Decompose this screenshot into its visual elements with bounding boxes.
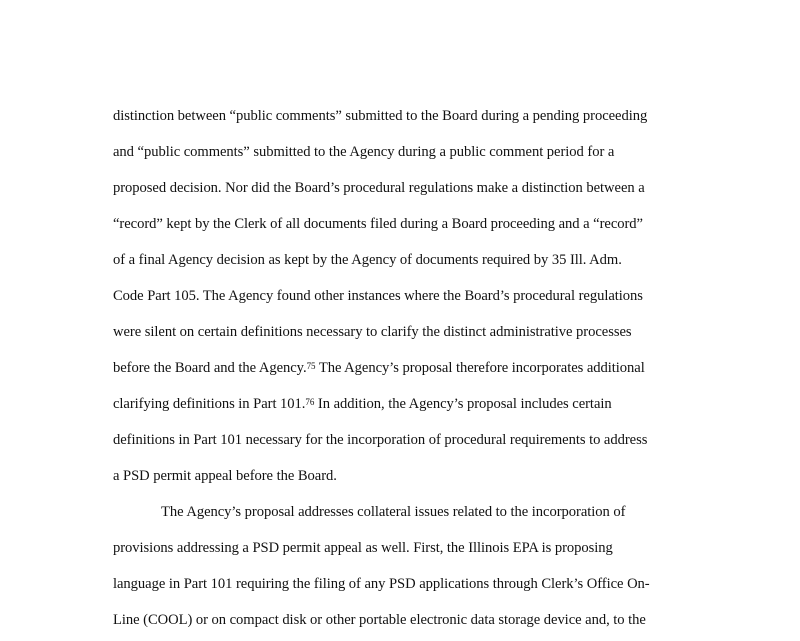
- text-line: [113, 569, 713, 605]
- line-text: before the Board and the Agency.: [113, 360, 307, 376]
- line-text: of a final Agency decision as kept by the Agency of documents required by 35 Ill. Adm.: [113, 252, 622, 268]
- line-text: definitions in Part 101 necessary for the incorporation of procedural requirements to address: [113, 432, 648, 448]
- text-line: [113, 173, 713, 209]
- line-text: proposed decision. Nor did the Board’s procedural regulations make a distinction between a: [113, 180, 645, 196]
- line-text: distinction between “public comments” submitted to the Board during a pending proceeding: [113, 108, 648, 124]
- text-line: [113, 533, 713, 569]
- text-line: [113, 245, 713, 281]
- line-text: language in Part 101 requiring the filing of any PSD applications through Clerk’s Office On-: [113, 576, 650, 592]
- text-line: [113, 389, 713, 425]
- text-line: [113, 281, 713, 317]
- line-text: Code Part 105. The Agency found other instances where the Board’s procedural regulations: [113, 288, 643, 304]
- line-text: clarifying definitions in Part 101.: [113, 396, 306, 412]
- line-text: a PSD permit appeal before the Board.: [113, 468, 337, 484]
- footnote-marker: 76: [305, 397, 315, 407]
- text-line: [113, 353, 713, 389]
- text-line: [113, 101, 713, 137]
- line-text: “record” kept by the Clerk of all documents filed during a Board proceeding and a “record”: [113, 216, 643, 232]
- line-text: The Agency’s proposal addresses collateral issues related to the incorporation of: [161, 504, 626, 520]
- text-line: [113, 605, 713, 641]
- footnote-marker: 75: [306, 361, 316, 371]
- text-line: [113, 137, 713, 173]
- text-line: [113, 209, 713, 245]
- line-text-continued: The Agency’s proposal therefore incorporates additional: [315, 360, 645, 376]
- line-text: and “public comments” submitted to the Agency during a public comment period for a: [113, 144, 615, 160]
- line-text: Line (COOL) or on compact disk or other portable electronic data storage device and, to the: [113, 612, 646, 628]
- text-line: [113, 317, 713, 353]
- text-line: [113, 425, 713, 461]
- paragraph-first-line: [113, 497, 713, 533]
- body-text: [113, 101, 713, 641]
- line-text: provisions addressing a PSD permit appeal as well. First, the Illinois EPA is proposing: [113, 540, 613, 556]
- line-text-continued: In addition, the Agency’s proposal includes certain: [314, 396, 612, 412]
- line-text: were silent on certain definitions necessary to clarify the distinct administrative processes: [113, 324, 632, 340]
- text-line: [113, 461, 713, 497]
